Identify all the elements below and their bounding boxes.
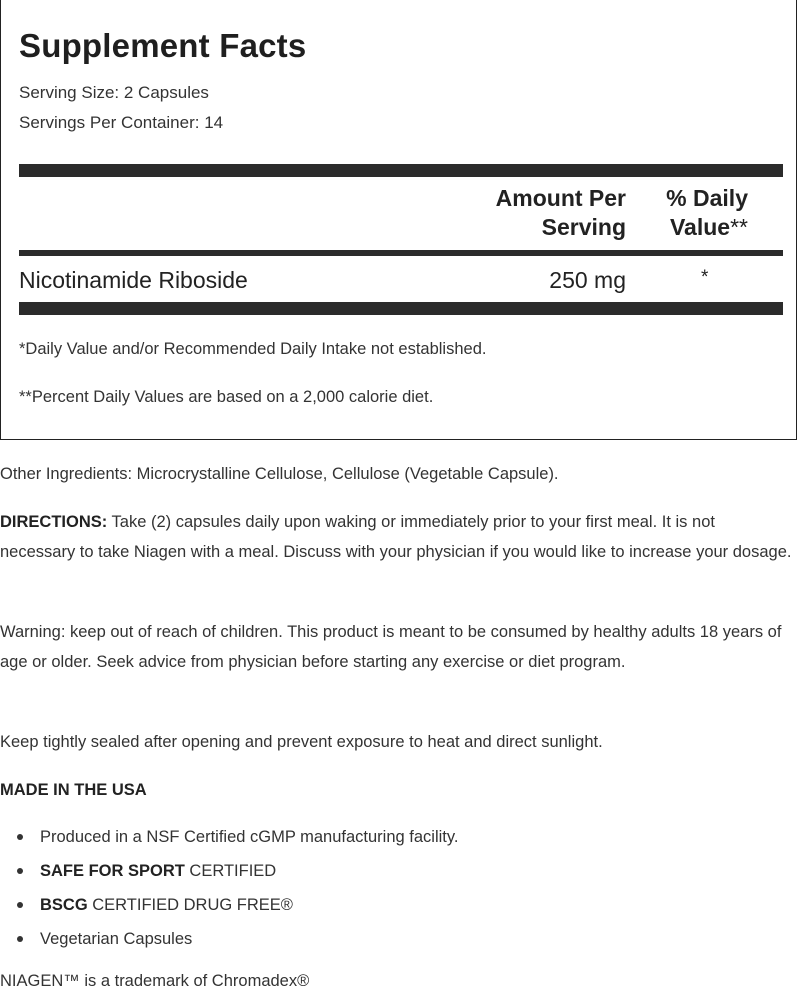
footnote-percent-daily: **Percent Daily Values are based on a 2,000 calorie diet.	[19, 388, 434, 406]
list-item-text: CERTIFIED DRUG FREE®	[87, 896, 293, 914]
amount-header-line2: Serving	[541, 214, 626, 240]
supplement-facts-panel	[0, 0, 797, 440]
thick-divider-top	[19, 164, 783, 177]
nutrient-name: Nicotinamide Riboside	[19, 267, 248, 293]
made-in-usa: MADE IN THE USA	[0, 781, 147, 799]
directions-text: Take (2) capsules daily upon waking or immediately prior to your first meal. It is not necessary to take Niagen with a meal. Discuss with your physician if you would like to increase your dosage.	[0, 513, 792, 561]
trademark-notice: NIAGEN™ is a trademark of Chromadex®	[0, 972, 310, 990]
daily-value-header	[666, 184, 748, 242]
list-item	[0, 890, 458, 924]
bullet-icon	[17, 868, 23, 874]
amount-per-serving-header	[496, 184, 626, 242]
facts-title: Supplement Facts	[19, 27, 307, 64]
amount-header-line1: Amount Per	[495, 185, 626, 211]
list-item-text: Produced in a NSF Certified cGMP manufacturing facility.	[40, 828, 459, 846]
bullet-icon	[17, 834, 23, 840]
footnote-daily-value: *Daily Value and/or Recommended Daily Intake not established.	[19, 340, 487, 358]
directions	[0, 508, 792, 567]
list-item	[0, 924, 458, 958]
list-item-text: Vegetarian Capsules	[40, 930, 193, 948]
list-item-bold: SAFE FOR SPORT	[40, 862, 185, 880]
list-item	[0, 822, 458, 856]
bullet-icon	[17, 902, 23, 908]
dv-header-suffix: **	[730, 214, 748, 240]
list-item	[0, 856, 458, 890]
nutrient-amount: 250 mg	[549, 267, 626, 293]
thick-divider-bottom	[19, 302, 783, 315]
dv-header-line2: Value	[669, 214, 731, 240]
dv-header-line2-wrap	[666, 213, 748, 242]
directions-label: DIRECTIONS:	[0, 513, 108, 531]
bullet-icon	[17, 936, 23, 942]
dv-header-line1: % Daily	[666, 185, 748, 211]
list-item-text: CERTIFIED	[184, 862, 277, 880]
feature-list	[0, 822, 458, 958]
servings-per-container: Servings Per Container: 14	[19, 113, 224, 132]
nutrient-daily-value: *	[701, 267, 709, 288]
medium-divider	[19, 250, 783, 256]
other-ingredients: Other Ingredients: Microcrystalline Cellulose, Cellulose (Vegetable Capsule).	[0, 465, 559, 483]
warning-text: Warning: keep out of reach of children. This product is meant to be consumed by healthy adults 18 years of age or older. Seek advice from physician before starting any exercise or diet program.	[0, 623, 782, 671]
serving-size: Serving Size: 2 Capsules	[19, 83, 209, 102]
storage-instructions: Keep tightly sealed after opening and prevent exposure to heat and direct sunlight.	[0, 733, 603, 751]
list-item-bold: BSCG	[40, 896, 88, 914]
